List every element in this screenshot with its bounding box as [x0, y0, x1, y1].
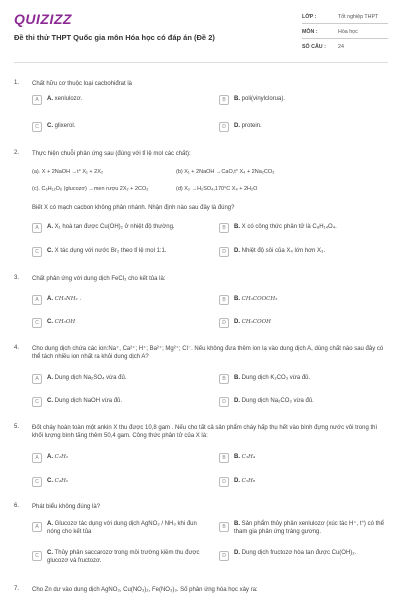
question-number: 6.	[14, 503, 20, 509]
option-letter-box: C	[32, 397, 42, 407]
question-text: Chất phản ứng với dung dịch FeCl₃ cho kết tủa là:	[32, 276, 166, 282]
option-d[interactable]: D D. Dung dịch Na₂CO₃ vừa đủ.	[219, 397, 389, 408]
option-d[interactable]: D D. C₅H₈	[219, 477, 389, 488]
question-number: 7.	[14, 586, 20, 592]
option-letter-box: A	[32, 95, 42, 105]
reaction-c: (c). C₆H₁₂O₆ (glucozơ) →men rượu 2X₂ + 2CO₂	[32, 186, 149, 192]
option-a[interactable]: A A. xenlulozơ.	[32, 95, 202, 106]
option-letter-box: B	[219, 223, 229, 233]
meta-class-label: LỚP :	[302, 14, 317, 20]
option-letter-box: B	[219, 95, 229, 105]
option-c[interactable]: C C. CH₃OH	[32, 318, 202, 329]
option-letter-box: A	[32, 223, 42, 233]
option-c[interactable]: C C. X tác dụng với nước Br₂ theo tỉ lệ mol 1:1.	[32, 247, 202, 258]
option-d[interactable]: D D. Dung dịch fructozơ hòa tan được Cu(OH)₂.	[219, 549, 389, 569]
quizizz-logo: QUIZIZZ	[14, 11, 72, 27]
option-letter-box: D	[219, 397, 229, 407]
meta-subject-label: MÔN :	[302, 29, 318, 35]
question-text: Cho Zn dư vào dung dịch AgNO₃, Cu(NO₃)₂, Fe(NO₃)₃. Số phản ứng hóa học xảy ra:	[32, 587, 258, 593]
question-text: Đốt cháy hoàn toàn một ankin X thu được 10,8 gam . Nếu cho tất cả sản phẩm cháy hấp thụ hết vào bình đựng nước vôi trong thì khối lượng bình tăng thêm 50,4 gam. Công thức phân tử của X là:	[32, 425, 378, 439]
option-b[interactable]: B B. Sản phẩm thủy phân xenlulozơ (xúc tác H⁺, t°) có thể tham gia phản ứng tráng gương.	[219, 520, 389, 540]
question-number: 2.	[14, 150, 20, 156]
question-text: Phát biểu không đúng là?	[32, 504, 101, 510]
question-text: Chất hữu cơ thuộc loại cacbohiđrat là	[32, 81, 133, 87]
option-c[interactable]: C C. glixerol.	[32, 122, 202, 133]
worksheet-header	[0, 0, 400, 62]
option-letter-box: D	[219, 318, 229, 328]
option-a[interactable]: A A. Glucozơ tác dụng với dung dịch AgNO₃ / NH₃ khi đun nóng cho kết tủa	[32, 520, 202, 540]
option-letter-box: D	[219, 247, 229, 257]
reaction-d: (d) X₂ →H₂SO₄,170°C X₄ + 2H₂O	[176, 186, 258, 192]
reaction-b: (b) X₁ + 2NaOH →CaO,t° X₄ + 2Na₂CO₃	[176, 169, 275, 175]
meta-count-label: SỐ CÂU :	[302, 44, 326, 50]
option-b[interactable]: B B. Dung dịch K₂CO₃ vừa đủ.	[219, 374, 389, 385]
option-letter-box: B	[219, 453, 229, 463]
header-divider	[14, 62, 388, 63]
option-letter-box: A	[32, 374, 42, 384]
option-a[interactable]: A A. CH₃NH₂ .	[32, 295, 202, 306]
question-number: 5.	[14, 424, 20, 430]
reaction-a: (a). X + 2NaOH →t° X₁ + 2X₂	[32, 169, 103, 175]
option-b[interactable]: B B. X có công thức phân tử là C₈H₁₄O₄.	[219, 223, 389, 234]
option-letter-box: B	[219, 374, 229, 384]
worksheet-title: Đề thi thử THPT Quốc gia môn Hóa học có đáp án (Đề 2)	[14, 33, 215, 42]
option-letter-box: C	[32, 247, 42, 257]
question-number: 3.	[14, 275, 20, 281]
option-letter-box: A	[32, 522, 42, 532]
question-text: Cho dung dịch chứa các ion:Na⁺, Ca²⁺; H⁺; Ba²⁺; Mg²⁺; Cl⁻. Nếu không đưa thêm ion lạ vào dung dịch A, dùng chất nào sau đây có thể tách nhiều ion nhất ra khỏi dung dịch A?	[32, 346, 384, 360]
meta-class-value: Tốt nghiệp THPT	[338, 14, 379, 20]
option-letter-box: A	[32, 453, 42, 463]
option-d[interactable]: D D. CH₃COOH	[219, 318, 389, 329]
option-letter-box: D	[219, 122, 229, 132]
option-c[interactable]: C C. Thủy phân saccarozơ trong môi trường kiềm thu được glucozơ và fructozơ.	[32, 549, 202, 569]
option-c[interactable]: C C. Dung dịch NaOH vừa đủ.	[32, 397, 202, 408]
option-letter-box: C	[32, 551, 42, 561]
question-text: Thực hiện chuỗi phản ứng sau (đúng với tỉ lệ mol các chất):	[32, 151, 191, 157]
option-letter-box: C	[32, 477, 42, 487]
option-d[interactable]: D D. protein.	[219, 122, 389, 133]
question-number: 4.	[14, 345, 20, 351]
meta-divider	[302, 38, 388, 39]
option-b[interactable]: B B. poli(vinylclorua).	[219, 95, 389, 106]
option-b[interactable]: B B. CH₃COOCH₃	[219, 295, 389, 306]
option-letter-box: D	[219, 551, 229, 561]
meta-divider	[302, 23, 388, 24]
option-letter-box: C	[32, 122, 42, 132]
option-letter-box: B	[219, 522, 229, 532]
meta-count-value: 24	[338, 44, 344, 50]
option-a[interactable]: A A. C₂H₂	[32, 453, 202, 464]
option-letter-box: A	[32, 295, 42, 305]
option-b[interactable]: B B. C₃H₄	[219, 453, 389, 464]
option-a[interactable]: A A. Dung dịch Na₂SO₄ vừa đủ.	[32, 374, 202, 385]
option-letter-box: B	[219, 295, 229, 305]
option-letter-box: C	[32, 318, 42, 328]
question-note: Biết X có mạch cacbon không phân nhánh. Nhận định nào sau đây là đúng?	[32, 205, 235, 211]
option-letter-box: D	[219, 477, 229, 487]
question-number: 1.	[14, 80, 20, 86]
meta-subject-value: Hóa học	[338, 29, 358, 35]
option-a[interactable]: A A. X₁ hoà tan được Cu(OH)₂ ở nhiệt độ thường.	[32, 223, 202, 234]
option-d[interactable]: D D. Nhiệt độ sôi của X₄ lớn hơn X₃.	[219, 247, 389, 258]
option-c[interactable]: C C. C₄H₆	[32, 477, 202, 488]
